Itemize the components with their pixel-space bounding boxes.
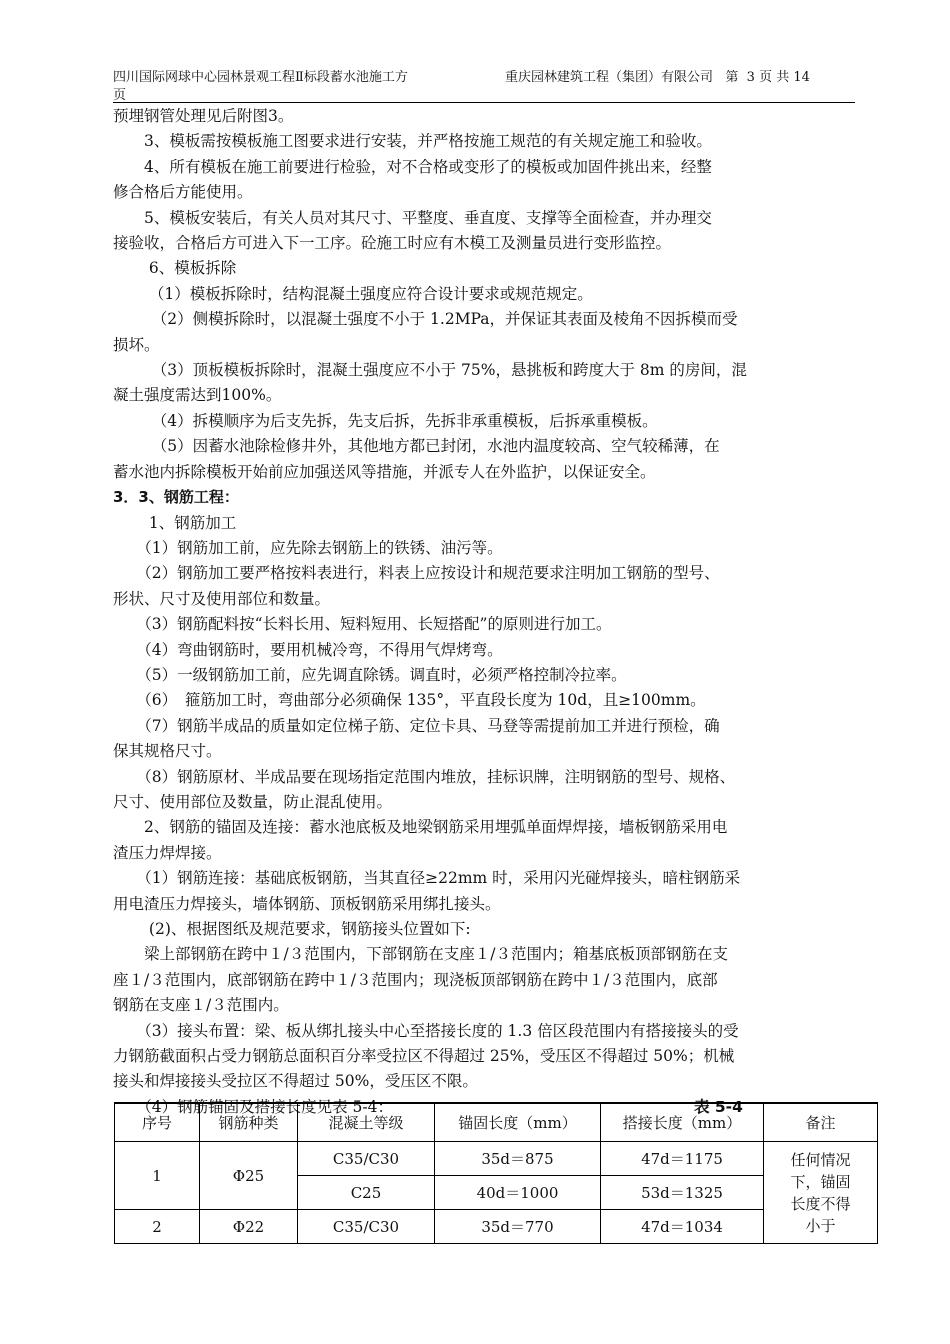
- header-document-title: 四川国际网球中心园林景观工程Ⅱ标段蓄水池施工方: [113, 70, 408, 85]
- rebar-anchorage-table: [114, 1102, 878, 1244]
- cell-anchor-length: 35d＝875: [435, 1142, 601, 1176]
- text-line: （3）顶板模板拆除时，混凝土强度应不小于 75%，悬挑板和跨度大于 8m 的房间，混: [113, 361, 747, 380]
- text-line: （3）钢筋配料按“长料长用、短料短用、长短搭配”的原则进行加工。: [113, 615, 612, 634]
- text-line: 损坏。: [113, 335, 160, 354]
- text-line: （2）钢筋加工要严格按料表进行，料表上应按设计和规范要求注明加工钢筋的型号、: [113, 564, 720, 583]
- remark-line: 小于: [805, 1216, 836, 1235]
- text-line: 5、模板安装后，有关人员对其尺寸、平整度、垂直度、支撑等全面检查，并办理交: [113, 208, 712, 227]
- text-line: 座１/３范围内，底部钢筋在跨中１/３范围内；现浇板顶部钢筋在跨中１/３范围内，底部: [113, 970, 718, 989]
- text-line: （6） 箍筋加工时，弯曲部分必须确保 135°，平直段长度为 10d，且≥100mm。: [113, 691, 706, 710]
- text-line: （4）弯曲钢筋时，要用机械冷弯，不得用气焊烤弯。: [113, 640, 503, 659]
- text-line: 3、模板需按模板施工图要求进行安装，并严格按施工规范的有关规定施工和验收。: [113, 132, 712, 151]
- text-line: 预埋钢管处理见后附图3。: [113, 107, 294, 125]
- text-line: 蓄水池内拆除模板开始前应加强送风等措施，并派专人在外监护，以保证安全。: [113, 462, 656, 481]
- col-header-lap-length: 搭接长度（mm）: [601, 1103, 764, 1142]
- text-line: 修合格后方能使用。: [113, 183, 253, 202]
- header-rule: [113, 102, 855, 103]
- table-row: [115, 1210, 878, 1244]
- text-line: （8）钢筋原材、半成品要在现场指定范围内堆放，挂标识牌，注明钢筋的型号、规格、: [113, 767, 736, 786]
- text-line: 凝土强度需达到100%。: [113, 386, 282, 405]
- text-line: 梁上部钢筋在跨中１/３范围内，下部钢筋在支座１/３范围内；箱基底板顶部钢筋在支: [113, 945, 728, 964]
- cell-lap-length: 47d＝1034: [601, 1210, 764, 1244]
- section-heading: 3．3、钢筋工程：: [113, 488, 239, 507]
- text-line: 渣压力焊焊接。: [113, 843, 222, 862]
- cell-lap-length: 53d＝1325: [601, 1176, 764, 1210]
- text-line: （2）侧模拆除时，以混凝土强度不小于 1.2MPa，并保证其表面及棱角不因拆模而受: [113, 310, 738, 329]
- col-header-anchor-length: 锚固长度（mm）: [435, 1103, 601, 1142]
- text-line: （4）拆模顺序为后支先拆，先支后拆，先拆非承重模板，后拆承重模板。: [113, 411, 658, 430]
- text-line: 用电渣压力焊接头，墙体钢筋、顶板钢筋采用绑扎接头。: [113, 894, 501, 913]
- text-line: 尺寸、使用部位及数量，防止混乱使用。: [113, 792, 393, 811]
- table-header-row: [115, 1103, 878, 1142]
- text-line: （1）钢筋连接：基础底板钢筋，当其直径≥22mm 时，采用闪光碰焊接头，暗柱钢筋采: [113, 869, 741, 888]
- col-header-remark: 备注: [764, 1103, 878, 1142]
- remark-line: 下，锚固: [790, 1172, 851, 1191]
- document-body: [113, 104, 888, 1120]
- remark-line: 长度不得: [790, 1194, 851, 1213]
- col-header-no: 序号: [115, 1103, 200, 1142]
- cell-remark: [764, 1142, 878, 1244]
- header-company-page: 重庆园林建筑工程（集团）有限公司 第 3 页 共 14: [505, 70, 810, 85]
- text-line: 6、模板拆除: [113, 259, 237, 278]
- cell-rebar-type: Φ22: [200, 1210, 298, 1244]
- text-line: （5）一级钢筋加工前，应先调直除锈。调直时，必须严格控制冷拉率。: [113, 665, 627, 684]
- table-row: [115, 1142, 878, 1176]
- text-line: （1）钢筋加工前，应先除去钢筋上的铁锈、油污等。: [113, 538, 503, 557]
- header-title-continuation: 页: [113, 88, 127, 103]
- text-line: 形状、尺寸及使用部位和数量。: [113, 589, 331, 608]
- text-line: 接验收，合格后方可进入下一工序。砼施工时应有木模工及测量员进行变形监控。: [113, 234, 672, 253]
- text-line: 接头和焊接接头受拉区不得超过 50%，受压区不限。: [113, 1072, 478, 1091]
- text-line: 4、所有模板在施工前要进行检验，对不合格或变形了的模板或加固件挑出来，经整: [113, 157, 712, 176]
- cell-no: 1: [115, 1142, 200, 1210]
- col-header-concrete-grade: 混凝土等级: [298, 1103, 435, 1142]
- text-line: （3）接头布置：梁、板从绑扎接头中心至搭接长度的 1.3 倍区段范围内有搭接接头的受: [113, 1021, 739, 1040]
- cell-anchor-length: 40d＝1000: [435, 1176, 601, 1210]
- text-line: 2、钢筋的锚固及连接：蓄水池底板及地梁钢筋采用埋弧单面焊焊接，墙板钢筋采用电: [113, 818, 728, 837]
- table-intro: （4）钢筋锚固及搭接长度见表 5-4：: [113, 1097, 394, 1116]
- text-line: （7）钢筋半成品的质量如定位梯子筋、定位卡具、马登等需提前加工并进行预检，确: [113, 716, 720, 735]
- col-header-rebar-type: 钢筋种类: [200, 1103, 298, 1142]
- cell-concrete-grade: C35/C30: [298, 1142, 435, 1176]
- cell-rebar-type: Φ25: [200, 1142, 298, 1210]
- cell-lap-length: 47d＝1175: [601, 1142, 764, 1176]
- text-line: 力钢筋截面积占受力钢筋总面积百分率受拉区不得超过 25%，受压区不得超过 50%；机械: [113, 1047, 735, 1066]
- text-line: 保其规格尺寸。: [113, 742, 222, 761]
- remark-line: 任何情况: [790, 1150, 851, 1169]
- text-line: （1）模板拆除时，结构混凝土强度应符合设计要求或规范规定。: [113, 284, 593, 303]
- text-line: 1、钢筋加工: [113, 513, 237, 532]
- text-line: 钢筋在支座１/３范围内。: [113, 996, 289, 1015]
- text-line: （5）因蓄水池除检修井外，其他地方都已封闭，水池内温度较高、空气较稀薄，在: [113, 437, 720, 456]
- cell-concrete-grade: C25: [298, 1176, 435, 1210]
- cell-concrete-grade: C35/C30: [298, 1210, 435, 1244]
- table-title: 表 5-4: [694, 1097, 743, 1116]
- cell-no: 2: [115, 1210, 200, 1244]
- text-line: (2)、根据图纸及规范要求，钢筋接头位置如下:: [113, 920, 471, 938]
- cell-anchor-length: 35d＝770: [435, 1210, 601, 1244]
